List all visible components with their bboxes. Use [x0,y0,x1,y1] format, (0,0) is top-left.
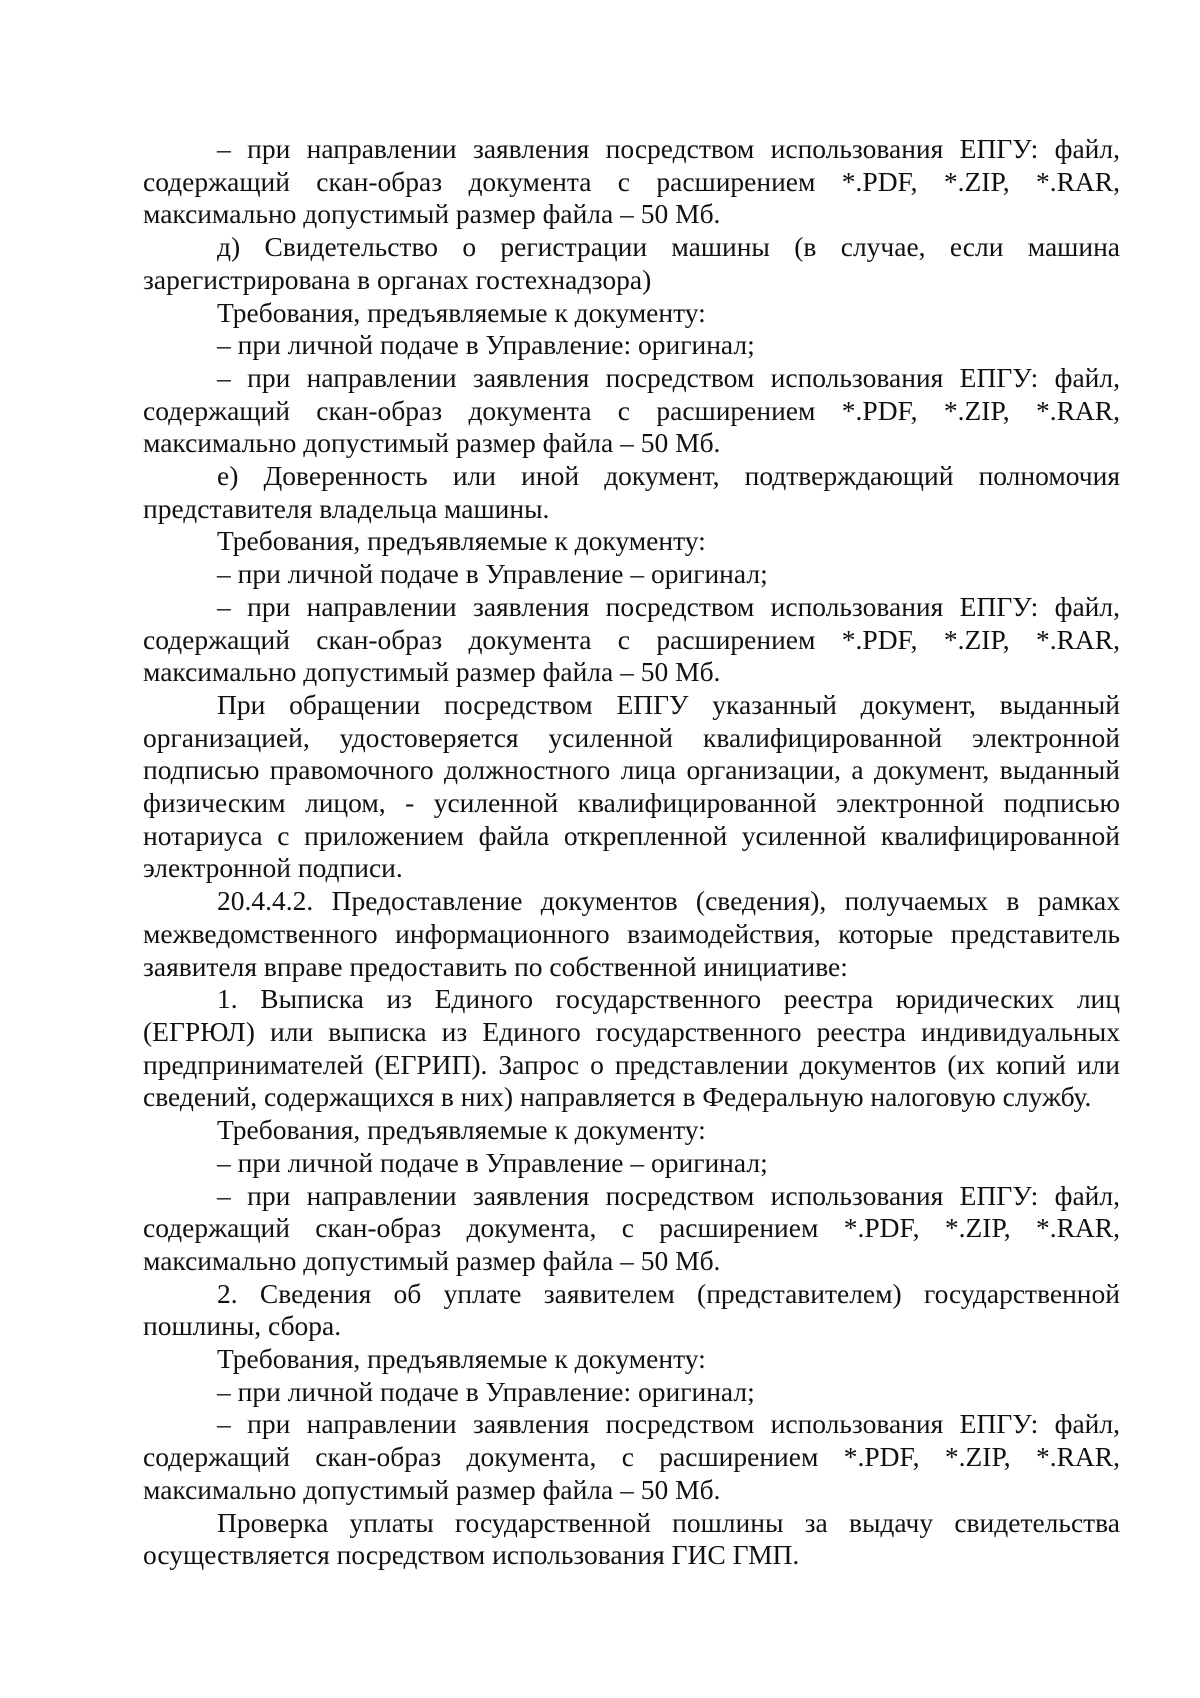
paragraph-item-d: д) Свидетельство о регистрации машины (в случае, если машина зарегистрирована в органах гостехнадзора) [143,231,1120,295]
paragraph-item-e: е) Доверенность или иной документ, подтверждающий полномочия представителя владельца машины. [143,460,1120,524]
paragraph-epgu-file-4: – при направлении заявления посредством использования ЕПГУ: файл, содержащий скан-образ документа, с расширением *.PDF, *.ZIP, *.RAR, максимально допустимый размер файла – 50 Мб. [143,1179,1120,1276]
paragraph-item-1: 1. Выписка из Единого государственного реестра юридических лиц (ЕГРЮЛ) или выписка из Единого государственного реестра индивидуальных предпринимателей (ЕГРИП). Запрос о представлении документов (их копий или сведений, содержащихся в них) направляется в Федеральную налоговую службу. [143,983,1120,1113]
paragraph-epgu-file-5: – при направлении заявления посредством использования ЕПГУ: файл, содержащий скан-образ документа, с расширением *.PDF, *.ZIP, *.RAR, максимально допустимый размер файла – 50 Мб. [143,1408,1120,1505]
paragraph-requirements-4: Требования, предъявляемые к документу: [217,1343,706,1375]
paragraph-personal-submission-3: – при личной подаче в Управление – оригинал; [217,1146,768,1178]
paragraph-payment-check: Проверка уплаты государственной пошлины за выдачу свидетельства осуществляется посредством использования ГИС ГМП. [143,1506,1120,1571]
paragraph-item-2: 2. Сведения об уплате заявителем (представителем) государственной пошлины, сбора. [143,1277,1120,1342]
paragraph-section-20-4-4-2: 20.4.4.2. Предоставление документов (сведения), получаемых в рамках межведомственного информационного взаимодействия, которые представитель заявителя вправе предоставить по собственной инициативе: [143,885,1120,982]
paragraph-personal-submission-1: – при личной подаче в Управление: оригинал; [217,329,755,361]
paragraph-personal-submission-2: – при личной подаче в Управление – оригинал; [217,558,768,590]
paragraph-personal-submission-4: – при личной подаче в Управление: оригинал; [217,1375,755,1407]
paragraph-epgu-file-3: – при направлении заявления посредством использования ЕПГУ: файл, содержащий скан-образ документа с расширением *.PDF, *.ZIP, *.RAR, максимально допустимый размер файла – 50 Мб. [143,590,1120,688]
paragraph-requirements-1: Требования, предъявляемые к документу: [217,296,706,328]
paragraph-epgu-signature: При обращении посредством ЕПГУ указанный документ, выданный организацией, удостоверяется усиленной квалифицированной электронной подписью правомочного должностного лица организации, а документ, выданный физическим лицом, - усиленной квалифицированной электронной подписью нотариуса с приложением файла открепленной усиленной квалифицированной электронной подписи. [143,688,1120,884]
paragraph-epgu-file-1: – при направлении заявления посредством использования ЕПГУ: файл, содержащий скан-образ документа с расширением *.PDF, *.ZIP, *.RAR, максимально допустимый размер файла – 50 Мб. [143,133,1120,230]
paragraph-requirements-3: Требования, предъявляемые к документу: [217,1114,706,1146]
document-body [143,133,1120,1572]
paragraph-epgu-file-2: – при направлении заявления посредством использования ЕПГУ: файл, содержащий скан-образ документа с расширением *.PDF, *.ZIP, *.RAR, максимально допустимый размер файла – 50 Мб. [143,361,1120,459]
paragraph-requirements-2: Требования, предъявляемые к документу: [217,525,706,557]
